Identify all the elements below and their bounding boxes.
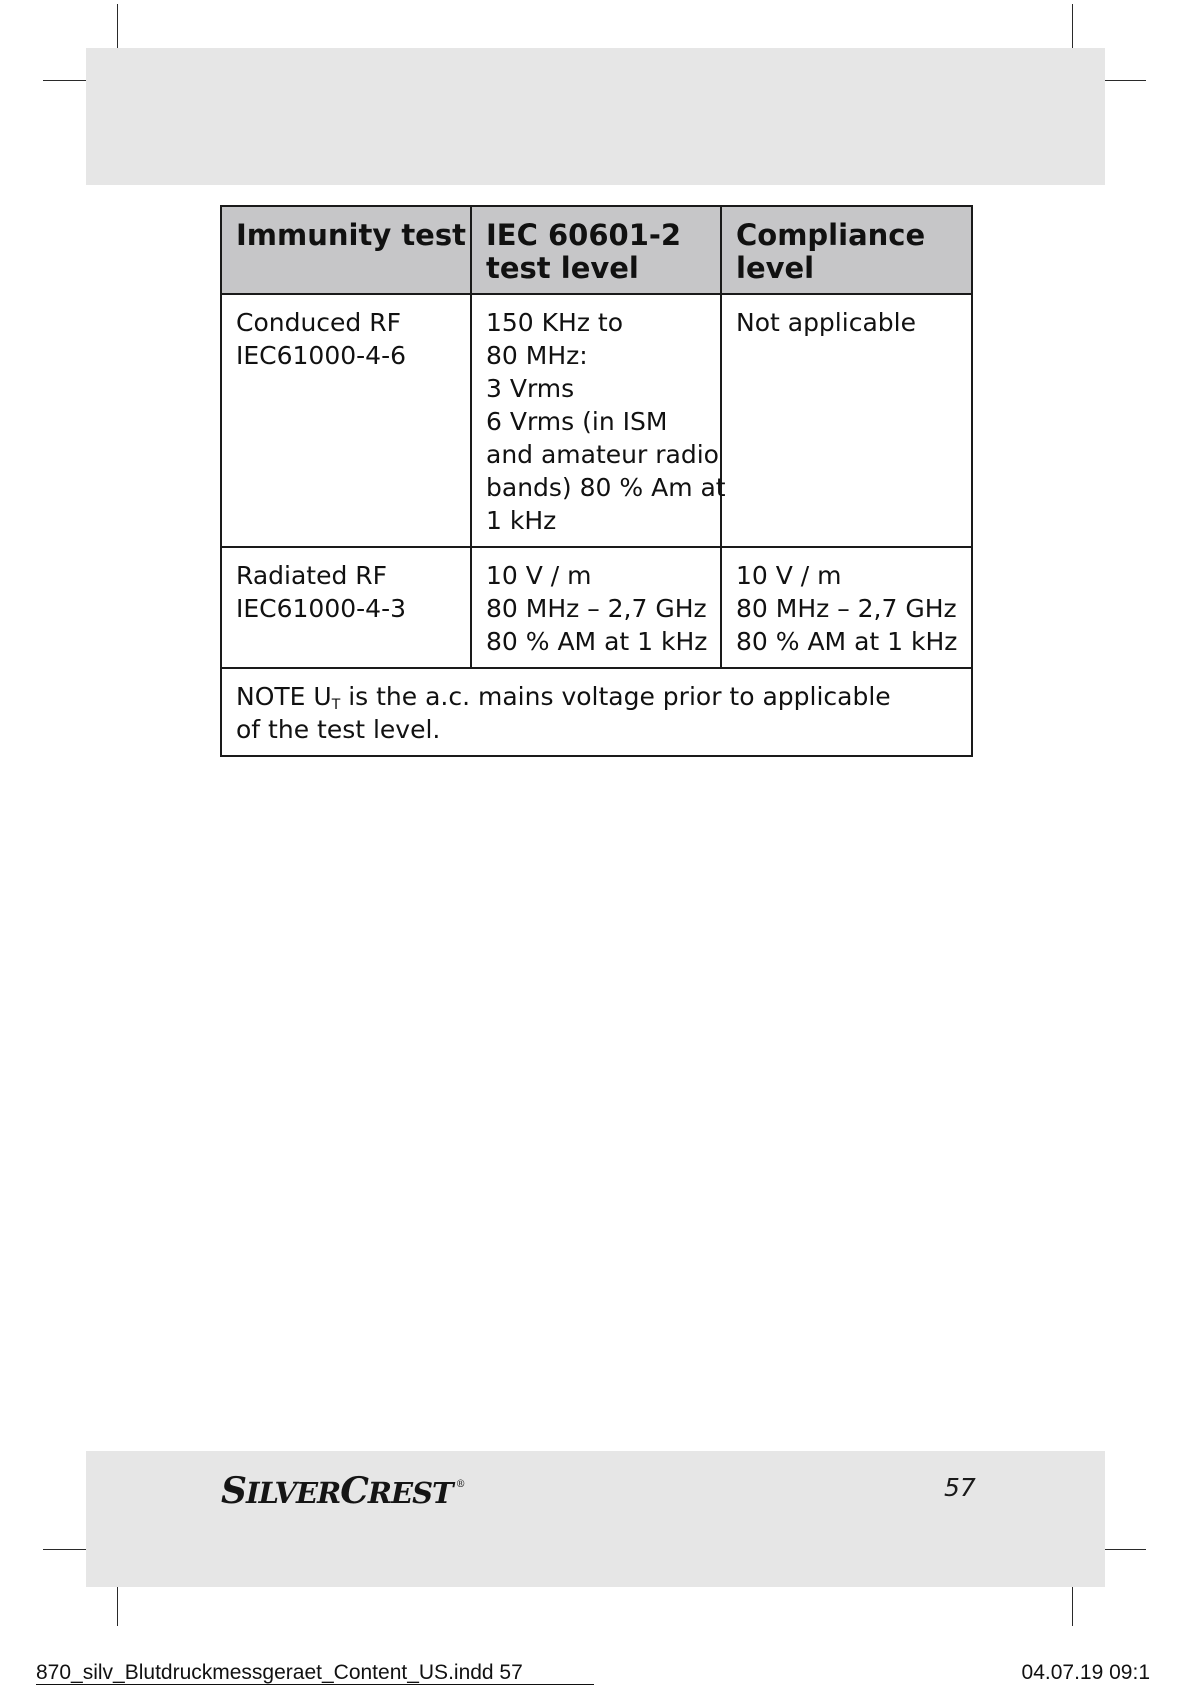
- cell-compliance-level: 10 V / m 80 MHz – 2,7 GHz 80 % AM at 1 kHz: [721, 547, 972, 668]
- silvercrest-logo: SILVERCREST ®: [221, 1470, 465, 1512]
- cell-immunity-test: Radiated RF IEC61000-4-3: [221, 547, 471, 668]
- header-test-level: IEC 60601-2 test level: [471, 206, 721, 294]
- header-compliance-level: Compliance level: [721, 206, 972, 294]
- table-header-row: [221, 206, 972, 294]
- cell-immunity-test: Conduced RF IEC61000-4-6: [221, 294, 471, 547]
- table-note-row: [221, 668, 972, 756]
- table-row: [221, 547, 972, 668]
- cell-compliance-level: Not applicable: [721, 294, 972, 547]
- note-line-2: of the test level.: [236, 715, 441, 744]
- slug-date: 04.07.19 09:1: [1021, 1661, 1150, 1684]
- table-row: [221, 294, 972, 547]
- table-note: [221, 668, 972, 756]
- cell-test-level: 10 V / m 80 MHz – 2,7 GHz 80 % AM at 1 kHz: [471, 547, 721, 668]
- page-number: 57: [944, 1473, 976, 1502]
- cell-test-level: 150 KHz to 80 MHz: 3 Vrms 6 Vrms (in ISM and amateur radio bands) 80 % Am at 1 kHz: [471, 294, 721, 547]
- immunity-table: [220, 205, 973, 757]
- header-immunity-test: Immunity test: [221, 206, 471, 294]
- slug-filename: 870_silv_Blutdruckmessgeraet_Content_US.indd 57: [36, 1661, 523, 1684]
- header-band: [86, 48, 1105, 185]
- note-line-1: NOTE $U_T$ is the a.c. mains voltage prior to applicable: [236, 682, 891, 713]
